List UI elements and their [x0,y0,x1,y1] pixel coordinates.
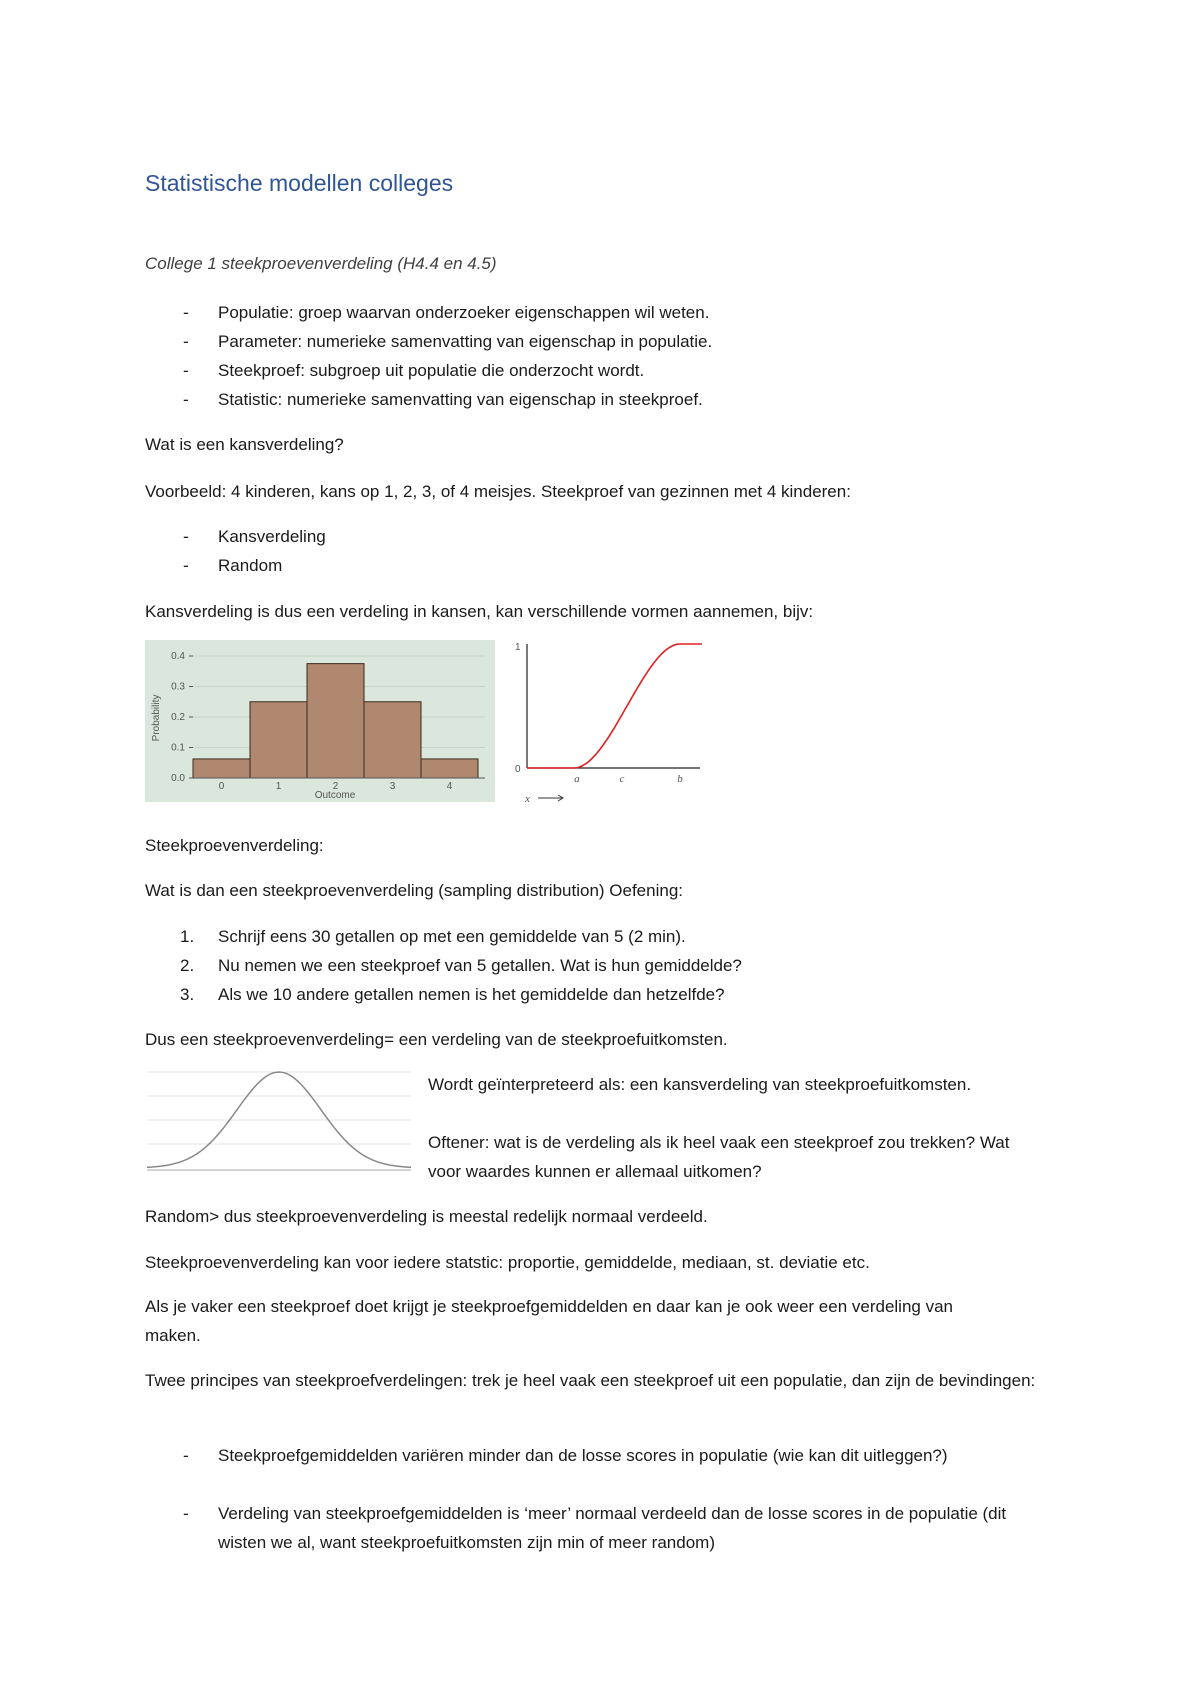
histogram-bar [250,702,307,778]
statistic-text: Steekproevenverdeling kan voor iedere statstic: proportie, gemiddelde, mediaan, st. deviatie etc. [145,1253,870,1272]
section-label: Steekproevenverdeling: [145,836,324,855]
question-text: Wat is een kansverdeling? [145,435,344,454]
histogram-xtick-label: 3 [389,781,396,792]
random-text: Random> dus steekproevenverdeling is meestal redelijk normaal verdeeld. [145,1207,708,1226]
cdf-xlabel: x [525,793,530,805]
histogram-xtick-label: 4 [446,781,453,792]
oftener-text: Oftener: wat is de verdeling als ik heel vaak een steekproef zou trekken? Wat voor waardes kunnen er allemaal uitkomen? [428,1133,1010,1181]
cdf-xtick-a: a [574,773,580,785]
kansverdeling-text: Kansverdeling is dus een verdeling in kansen, kan verschillende vormen aannemen, bijv: [145,602,814,621]
principles-text: Twee principes van steekproefverdelingen: trek je heel vaak een steekproef uit een populatie, dan zijn de bevindingen: [145,1371,1036,1390]
list-number: 2. [180,956,195,975]
list-dash: - [183,1446,189,1465]
histogram-bar [307,664,364,778]
cdf-curve-line [527,644,702,768]
vaker-text: Als je vaker een steekproef doet krijgt je steekproefgemiddelden en daar kan je ook weer een verdeling van maken. [145,1297,953,1345]
histogram-xtick-label: 2 [332,781,339,792]
list-item: Kansverdeling [218,527,326,546]
doc-subtitle: College 1 steekproevenverdeling (H4.4 en 4.5) [145,254,497,273]
example-text: Voorbeeld: 4 kinderen, kans op 1, 2, 3, of 4 meisjes. Steekproef van gezinnen met 4 kinderen: [145,482,851,501]
ordered-item: Schrijf eens 30 getallen op met een gemiddelde van 5 (2 min). [218,927,686,946]
cdf-xtick-b: b [677,773,683,785]
histogram-ytick-label: 0.4 [171,651,185,662]
histogram-ylabel: Probability [151,694,162,742]
list-item: Steekproef: subgroep uit populatie die onderzocht wordt. [218,361,645,380]
histogram-ytick-label: 0.3 [171,681,185,693]
cdf-chart [510,636,710,806]
list-item: Verdeling van steekproefgemiddelden is ‘meer’ normaal verdeeld dan de losse scores in de populatie (dit wisten we al, want steekproefuitkomsten zijn min of meer random) [218,1504,1007,1552]
cdf-xtick-c: c [619,773,625,785]
list-dash: - [183,527,189,546]
list-item: Steekproefgemiddelden variëren minder dan de losse scores in populatie (wie kan dit uitleggen?) [218,1446,948,1465]
histogram-chart [145,640,495,802]
histogram-ytick-label: 0.2 [171,712,185,723]
definition-text: Dus een steekproevenverdeling= een verdeling van de steekproefuitkomsten. [145,1030,728,1049]
list-dash: - [183,1504,189,1523]
list-item: Populatie: groep waarvan onderzoeker eigenschappen wil weten. [218,303,710,322]
histogram-xlabel: Outcome [314,790,356,801]
normal-curve-chart [145,1064,413,1174]
list-dash: - [183,556,189,575]
histogram-bar [364,702,421,778]
list-item: Random [218,556,283,575]
histogram-xtick-label: 1 [275,781,282,792]
list-dash: - [183,361,189,380]
histogram-bar [421,759,478,778]
ordered-item: Nu nemen we een steekproef van 5 getallen. Wat is hun gemiddelde? [218,956,742,975]
question-text: Wat is dan een steekproevenverdeling (sampling distribution) Oefening: [145,881,683,900]
list-dash: - [183,390,189,409]
list-item: Parameter: numerieke samenvatting van eigenschap in populatie. [218,332,713,351]
histogram-ytick-label: 0.1 [171,742,185,754]
interpretation-text: Wordt geïnterpreteerd als: een kansverdeling van steekproefuitkomsten. [428,1075,972,1094]
histogram-xtick-label: 0 [218,781,225,792]
cdf-ytick-top: 1 [515,642,521,653]
list-dash: - [183,332,189,351]
doc-title: Statistische modellen colleges [145,170,454,196]
list-item: Statistic: numerieke samenvatting van eigenschap in steekproef. [218,390,703,409]
histogram-bar [193,759,250,778]
list-number: 3. [180,985,195,1004]
list-dash: - [183,303,189,322]
histogram-ytick-label: 0.0 [171,773,185,784]
ordered-item: Als we 10 andere getallen nemen is het gemiddelde dan hetzelfde? [218,985,725,1004]
cdf-ytick-bottom: 0 [515,764,521,775]
list-number: 1. [180,927,195,946]
